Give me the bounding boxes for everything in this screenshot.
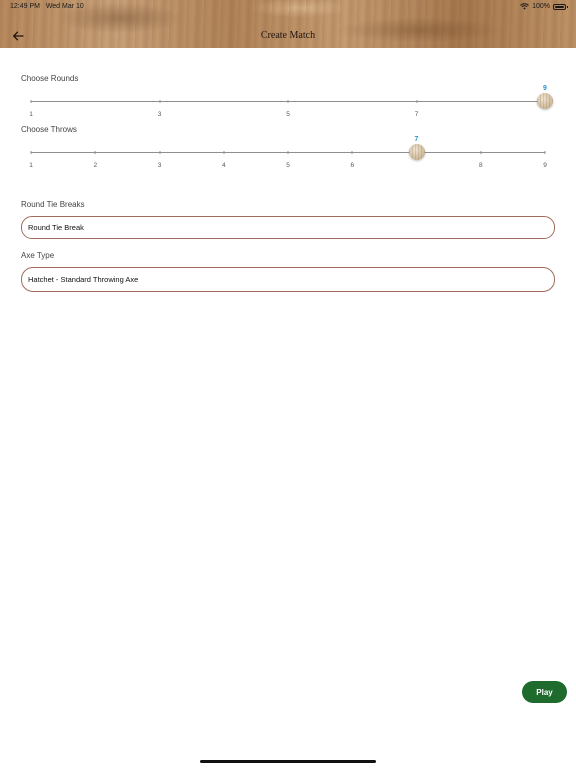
axe-type-value: Hatchet - Standard Throwing Axe xyxy=(28,275,139,284)
tie-breaks-select[interactable] xyxy=(21,216,555,239)
throws-tick-label: 9 xyxy=(543,162,547,169)
status-bar-left xyxy=(10,3,84,10)
throws-slider-thumb[interactable] xyxy=(409,144,425,160)
throws-tick-mark xyxy=(95,151,96,154)
rounds-label: Choose Rounds xyxy=(21,74,79,83)
throws-tick-mark xyxy=(352,151,353,154)
rounds-value-label: 9 xyxy=(543,85,547,92)
app-header xyxy=(0,0,576,48)
throws-tick-mark xyxy=(31,151,32,154)
throws-tick-mark xyxy=(223,151,224,154)
throws-tick-label: 1 xyxy=(29,162,33,169)
play-button[interactable]: Play xyxy=(522,681,567,703)
throws-tick-mark xyxy=(159,151,160,154)
axe-type-select[interactable] xyxy=(21,267,555,292)
throws-tick-label: 8 xyxy=(478,162,483,169)
throws-tick-label: 6 xyxy=(350,162,355,169)
rounds-tick-mark xyxy=(416,100,417,103)
throws-tick-label: 3 xyxy=(157,162,162,169)
rounds-slider[interactable] xyxy=(29,85,547,121)
battery-percent: 100% xyxy=(532,3,550,10)
rounds-tick-mark xyxy=(288,100,289,103)
home-indicator xyxy=(200,760,376,763)
throws-value-label: 7 xyxy=(414,136,419,143)
wifi-icon xyxy=(520,3,529,10)
throws-tick-label: 2 xyxy=(93,162,98,169)
rounds-tick-mark xyxy=(31,100,32,103)
rounds-tick-label: 3 xyxy=(157,111,162,118)
rounds-tick-label: 1 xyxy=(29,111,33,118)
rounds-tick-mark xyxy=(159,100,160,103)
tie-breaks-label: Round Tie Breaks xyxy=(21,200,85,209)
throws-tick-mark xyxy=(480,151,481,154)
axe-type-label: Axe Type xyxy=(21,251,55,260)
throws-tick-label: 4 xyxy=(221,162,226,169)
battery-icon xyxy=(553,4,566,10)
tie-breaks-value: Round Tie Break xyxy=(28,223,84,232)
rounds-slider-thumb[interactable] xyxy=(537,93,553,109)
throws-tick-mark xyxy=(545,151,546,154)
status-bar-right xyxy=(520,3,566,10)
status-time: 12:49 PM xyxy=(10,3,40,10)
throws-label: Choose Throws xyxy=(21,125,77,134)
page-title: Create Match xyxy=(260,30,316,41)
rounds-tick-label: 7 xyxy=(414,111,419,118)
throws-tick-label: 5 xyxy=(286,162,290,169)
rounds-tick-label: 5 xyxy=(286,111,290,118)
status-date: Wed Mar 10 xyxy=(45,3,84,10)
throws-tick-mark xyxy=(288,151,289,154)
throws-slider[interactable] xyxy=(29,136,547,172)
